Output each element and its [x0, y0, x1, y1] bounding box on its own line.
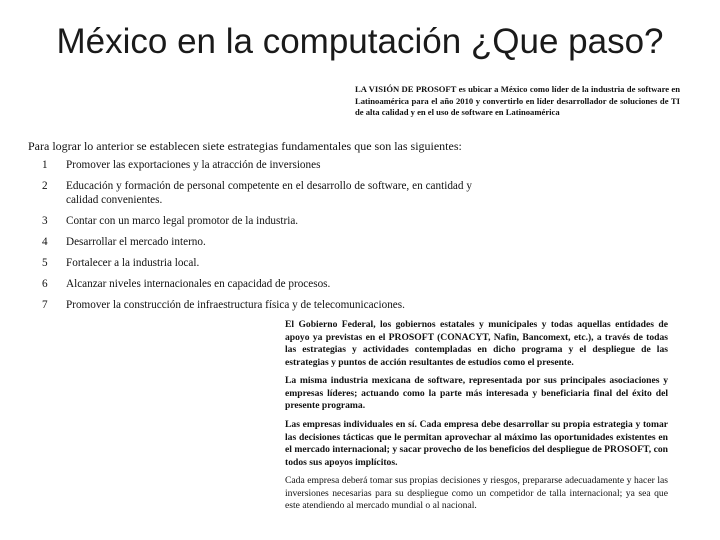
- strategy-number: 6: [42, 278, 48, 290]
- strategy-item: [42, 256, 472, 270]
- strategy-text: Alcanzar niveles internacionales en capacidad de procesos.: [66, 278, 331, 290]
- companies-paragraph: Las empresas individuales en sí. Cada empresa debe desarrollar su propia estrategia y tomar las decisiones tácticas que le permitan aprovechar al máximo las oportunidades existentes en el mercado internacional; y sacar provecho de los beneficios del despliegue de PROSOFT, con todos sus apoyos implícitos.: [285, 419, 668, 468]
- strategy-number: 2: [42, 180, 48, 192]
- strategy-text: Educación y formación de personal competente en el desarrollo de software, en cantidad y calidad convenientes.: [66, 180, 472, 206]
- strategy-item: [42, 214, 472, 228]
- strategy-number: 4: [42, 236, 48, 248]
- decisions-paragraph: Cada empresa deberá tomar sus propias decisiones y riesgos, prepararse adecuadamente y hacer las inversiones necesarias para su despliegue como un competidor de talla internacional; ya sea que este atendiendo al mercado mundial o al nacional.: [285, 475, 668, 512]
- vision-paragraph: LA VISIÓN DE PROSOFT es ubicar a México como líder de la industria de software en Latinoamérica para el año 2010 y convertirlo en líder desarrollador de soluciones de TI de alta calidad y en el uso de software en Latinoamérica: [355, 84, 680, 117]
- strategy-text: Fortalecer a la industria local.: [66, 257, 200, 269]
- strategy-number: 3: [42, 215, 48, 227]
- strategy-number: 5: [42, 257, 48, 269]
- strategy-number: 1: [42, 159, 48, 171]
- strategy-item: [42, 298, 472, 312]
- government-paragraph: El Gobierno Federal, los gobiernos estatales y municipales y todas aquellas entidades de apoyo ya previstas en el PROSOFT (CONACYT, Nafin, Bancomext, etc.), a través de todas las estrategias y actividades contempladas en dicho programa y el despliegue de las estrategias y puntos de acción resultantes de estudios como el presente.: [285, 319, 668, 368]
- industry-paragraph: La misma industria mexicana de software, representada por sus principales asociaciones y empresas líderes; actuando como la parte más interesada y beneficiaria final del éxito del presente programa.: [285, 375, 668, 412]
- slide-title: México en la computación ¿Que paso?: [56, 22, 664, 61]
- strategy-text: Desarrollar el mercado interno.: [66, 236, 206, 248]
- strategy-item: [42, 235, 472, 249]
- strategy-list: [42, 158, 472, 319]
- strategy-item: [42, 277, 472, 291]
- strategy-text: Contar con un marco legal promotor de la industria.: [66, 215, 299, 227]
- intro-paragraph: Para lograr lo anterior se establecen siete estrategias fundamentales que son las siguientes:: [28, 139, 462, 153]
- strategy-number: 7: [42, 299, 48, 311]
- strategy-text: Promover la construcción de infraestructura física y de telecomunicaciones.: [66, 299, 405, 311]
- strategy-item: [42, 179, 472, 207]
- strategy-text: Promover las exportaciones y la atracción de inversiones: [66, 159, 321, 171]
- strategy-item: [42, 158, 472, 172]
